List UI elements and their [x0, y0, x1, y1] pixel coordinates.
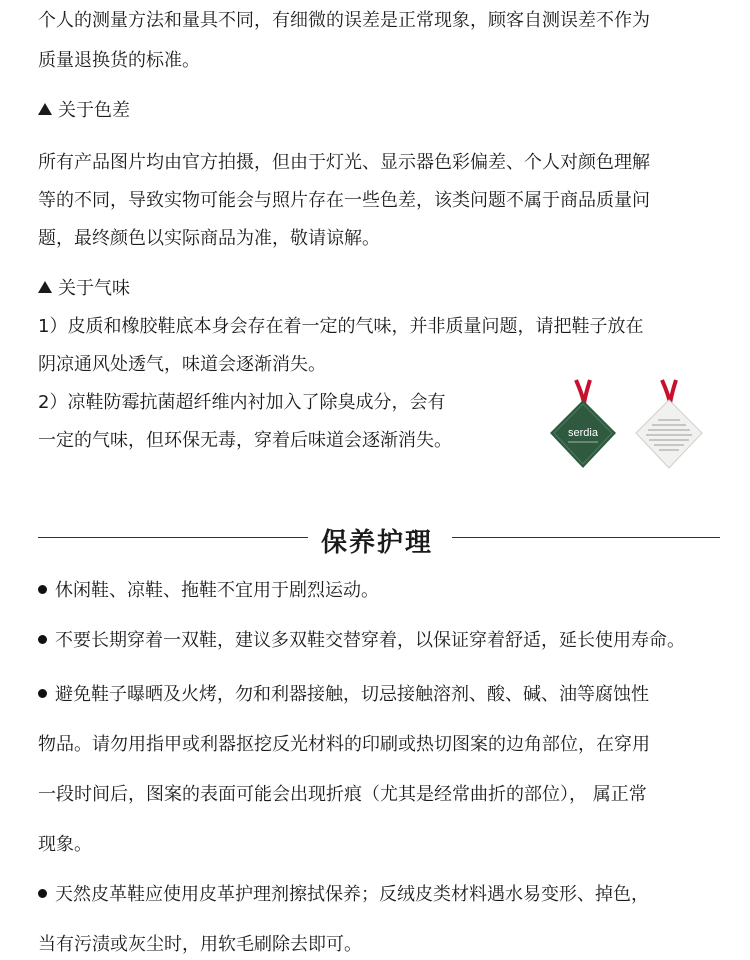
care-item-3-line-4: 现象。: [38, 834, 92, 855]
triangle-icon: [38, 103, 52, 115]
care-item-4-line-2: 当有污渍或灰尘时，用软毛刷除去即可。: [38, 934, 362, 955]
care-item-4-text: 天然皮革鞋应使用皮革护理剂擦拭保养；反绒皮类材料遇水易变形、掉色，: [55, 884, 649, 905]
care-item-2-text: 不要长期穿着一双鞋，建议多双鞋交替穿着，以保证穿着舒适，延长使用寿命。: [55, 630, 685, 651]
care-item-3-line-2: 物品。请勿用指甲或利器抠挖反光材料的印刷或热切图案的边角部位，在穿用: [38, 734, 650, 755]
smell-p2-line-1: 2）凉鞋防霉抗菌超纤维内衬加入了除臭成分，会有: [38, 392, 446, 413]
care-title: 保养护理: [321, 528, 434, 558]
bullet-icon: [38, 635, 47, 644]
bullet-icon: [38, 689, 47, 698]
smell-p2-line-2: 一定的气味，但环保无毒，穿着后味道会逐渐消失。: [38, 430, 452, 451]
care-item-4-line-1: [38, 880, 649, 906]
care-section-title: [0, 518, 750, 558]
triangle-icon: [38, 281, 52, 293]
care-item-2: [38, 626, 685, 652]
smell-p1-line-2: 阴凉通风处透气，味道会逐渐消失。: [38, 354, 326, 375]
serdia-brand-text: serdia: [568, 427, 598, 439]
care-item-3-line-3: 一段时间后，图案的表面可能会出现折痕（尤其是经常曲折的部位）， 属正常: [38, 784, 647, 805]
color-diff-line-3: 题，最终颜色以实际商品为准，敬请谅解。: [38, 228, 380, 249]
care-item-1-text: 休闲鞋、凉鞋、拖鞋不宜用于剧烈运动。: [55, 580, 379, 601]
smell-heading: [38, 274, 130, 300]
divider-right: [452, 537, 720, 538]
care-item-1: [38, 576, 379, 602]
care-item-3-text: 避免鞋子曝晒及火烤，勿和利器接触，切忌接触溶剂、酸、碱、油等腐蚀性: [55, 684, 649, 705]
info-tag-white: [634, 378, 704, 473]
divider-left: [38, 537, 308, 538]
serdia-tag-green: [548, 378, 618, 473]
smell-title: 关于气味: [58, 278, 130, 299]
color-diff-title: 关于色差: [58, 100, 130, 121]
intro-line-2: 质量退换货的标准。: [38, 50, 200, 71]
smell-p1-line-1: 1）皮质和橡胶鞋底本身会存在着一定的气味，并非质量问题，请把鞋子放在: [38, 316, 644, 337]
intro-line-1: 个人的测量方法和量具不同，有细微的误差是正常现象，顾客自测误差不作为: [38, 10, 650, 31]
bullet-icon: [38, 585, 47, 594]
color-diff-line-2: 等的不同，导致实物可能会与照片存在一些色差，该类问题不属于商品质量问: [38, 190, 650, 211]
care-item-3-line-1: [38, 680, 649, 706]
color-diff-line-1: 所有产品图片均由官方拍摄，但由于灯光、显示器色彩偏差、个人对颜色理解: [38, 152, 650, 173]
bullet-icon: [38, 889, 47, 898]
color-diff-heading: [38, 96, 130, 122]
